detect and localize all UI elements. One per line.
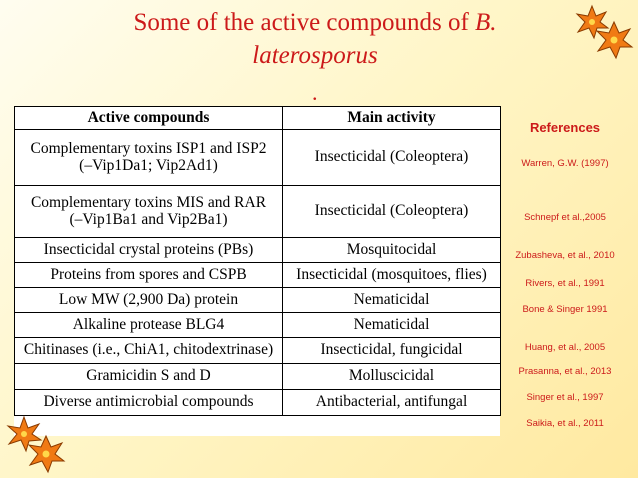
table-header-row: [15, 107, 501, 130]
compound-cell: Diverse antimicrobial compounds: [15, 390, 283, 416]
table-row: [15, 130, 501, 186]
compound-text: Complementary toxins ISP1 and ISP2: [30, 140, 267, 157]
reference-item: Rivers, et al., 1991: [525, 278, 605, 289]
table-row: [15, 390, 501, 416]
table-row: [15, 263, 501, 288]
compound-cell: [15, 130, 283, 186]
title-line2-italic: laterosporus: [252, 42, 378, 69]
reference-item: Prasanna, et al., 2013: [518, 366, 612, 377]
activity-cell: Insecticidal (Coleoptera): [283, 186, 501, 238]
header-active-compounds: Active compounds: [15, 107, 283, 130]
reference-item: Singer et al., 1997: [526, 392, 604, 403]
activity-cell: Insecticidal, fungicidal: [283, 338, 501, 364]
reference-item: Warren, G.W. (1997): [521, 158, 609, 169]
title-line1-prefix: Some of the active compounds of: [133, 9, 476, 36]
table-row: [15, 338, 501, 364]
compound-cell: Low MW (2,900 Da) protein: [15, 288, 283, 313]
table-row: [15, 288, 501, 313]
compounds-table-container: [14, 106, 500, 436]
slide-title: [80, 6, 550, 72]
activity-cell: Molluscicidal: [283, 364, 501, 390]
references-header: References: [529, 120, 601, 135]
reference-item: Zubasheva, et al., 2010: [515, 250, 615, 261]
compound-text: Complementary toxins MIS and RAR: [30, 194, 267, 211]
activity-cell: Nematicidal: [283, 288, 501, 313]
table-row: [15, 186, 501, 238]
activity-cell: Insecticidal (mosquitoes, flies): [283, 263, 501, 288]
activity-cell: Antibacterial, antifungal: [283, 390, 501, 416]
compound-cell: Chitinases (i.e., ChiA1, chitodextrinase): [15, 338, 283, 364]
activity-cell: Mosquitocidal: [283, 238, 501, 263]
title-line1-italic: B.: [475, 9, 497, 36]
reference-item: Bone & Singer 1991: [522, 304, 608, 315]
reference-item: Schnepf et al.,2005: [524, 212, 606, 223]
compound-cell: Alkaline protease BLG4: [15, 313, 283, 338]
header-main-activity: Main activity: [283, 107, 501, 130]
flower-icon-bottom-left: [2, 412, 68, 476]
activity-cell: Nematicidal: [283, 313, 501, 338]
compound-cell: [15, 186, 283, 238]
title-dot: .: [312, 80, 318, 105]
flower-icon-top-right: [572, 2, 634, 64]
compound-subtext: (–Vip1Da1; Vip2Ad1): [79, 156, 218, 174]
table-row: [15, 313, 501, 338]
compound-cell: Proteins from spores and CSPB: [15, 263, 283, 288]
table-row: [15, 238, 501, 263]
compound-cell: Insecticidal crystal proteins (PBs): [15, 238, 283, 263]
compound-cell: Gramicidin S and D: [15, 364, 283, 390]
reference-item: Huang, et al., 2005: [524, 342, 606, 353]
compound-subtext: (–Vip1Ba1 and Vip2Ba1): [69, 210, 228, 228]
table-row: [15, 364, 501, 390]
activity-cell: Insecticidal (Coleoptera): [283, 130, 501, 186]
compounds-table: [14, 106, 501, 416]
reference-item: Saikia, et al., 2011: [526, 418, 604, 429]
